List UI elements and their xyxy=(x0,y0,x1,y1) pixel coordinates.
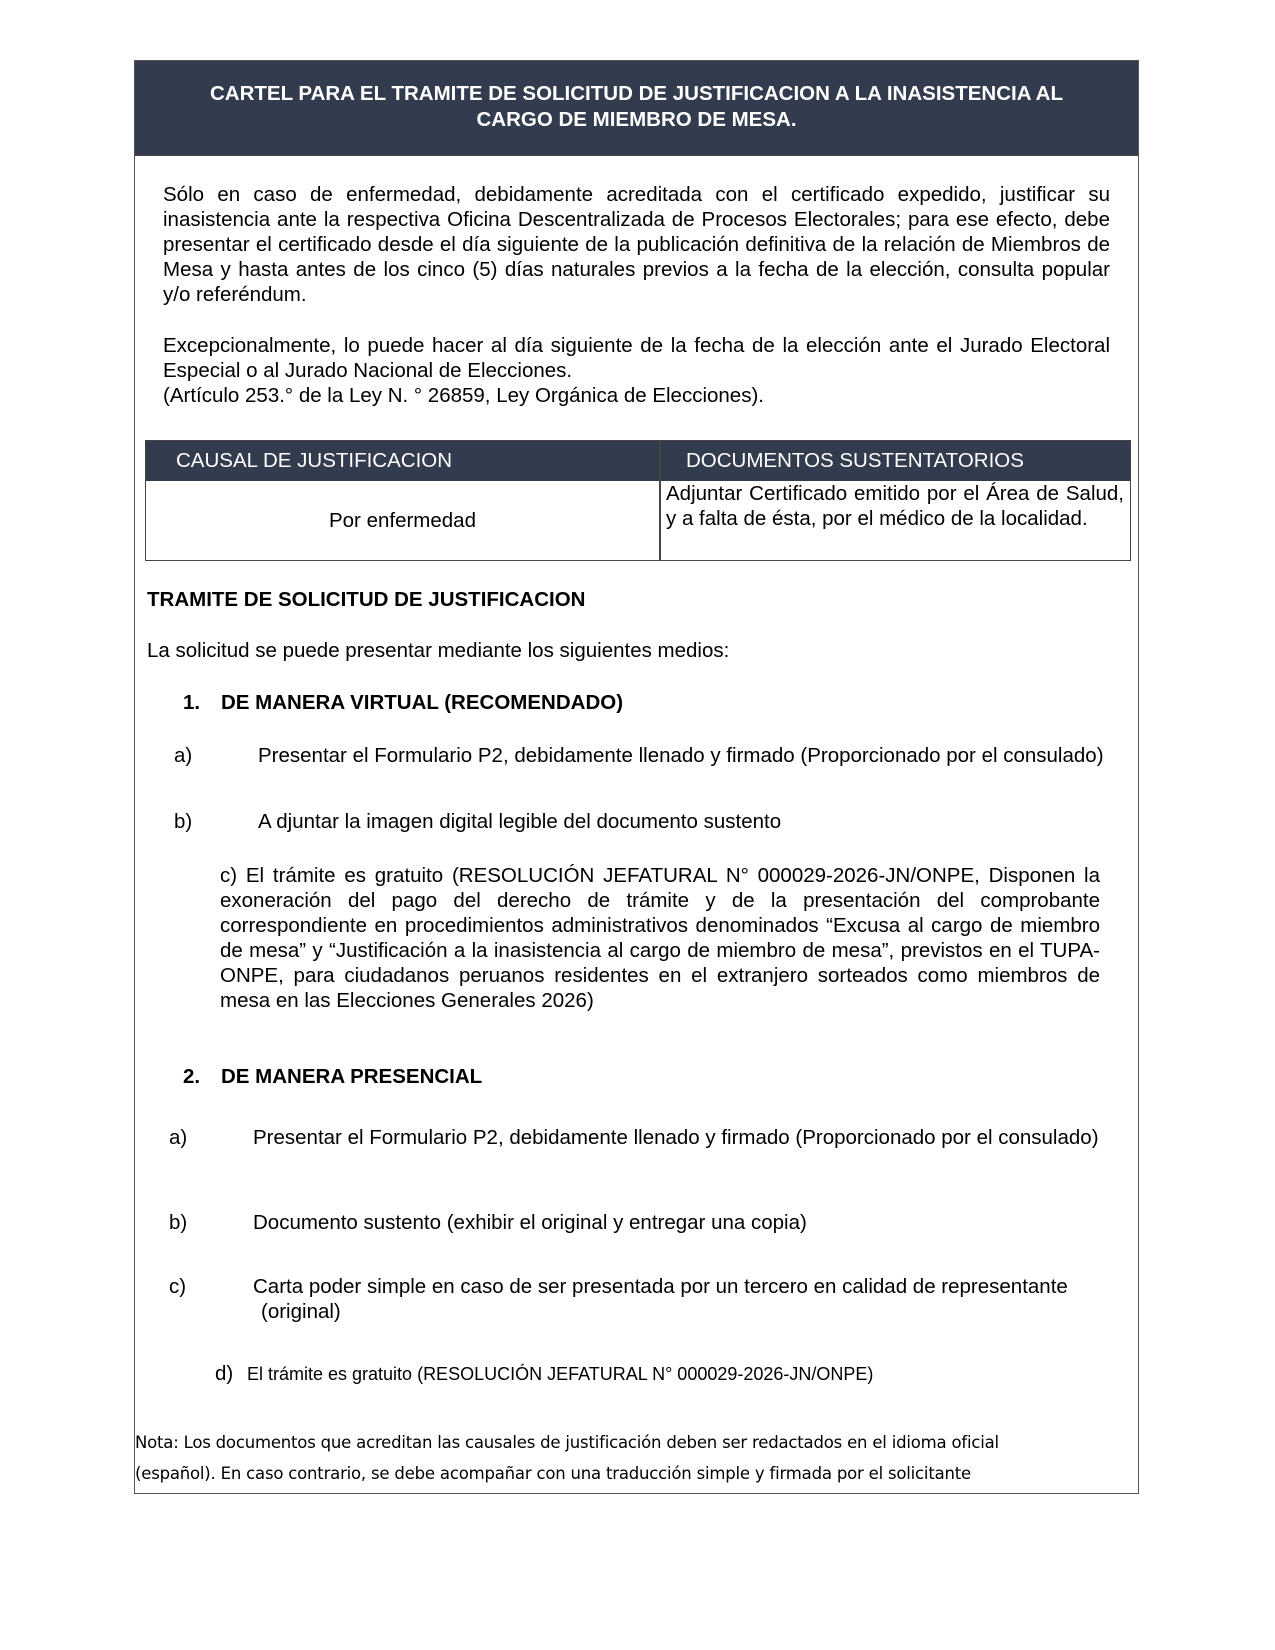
note-line-1: Nota: Los documentos que acreditan las causales de justificación deben ser redactados en el idioma oficial xyxy=(135,1433,999,1452)
table-header-causal: CAUSAL DE JUSTIFICACION xyxy=(176,449,453,472)
list-item-text: Presentar el Formulario P2, debidamente llenado y firmado (Proporcionado por el consulado) xyxy=(258,744,1104,767)
tramite-heading: TRAMITE DE SOLICITUD DE JUSTIFICACION xyxy=(147,588,586,611)
list-marker: c) xyxy=(220,864,238,887)
poster-title-banner xyxy=(135,61,1138,156)
list-item xyxy=(174,743,1146,768)
table-cell-causal: Por enfermedad xyxy=(328,509,476,532)
table-header-documentos: DOCUMENTOS SUSTENTATORIOS xyxy=(686,449,1024,472)
table-header-row xyxy=(146,441,1130,481)
list-marker: a) xyxy=(169,1126,188,1149)
list-marker: b) xyxy=(169,1211,188,1234)
list-item xyxy=(169,1210,1151,1235)
poster-title-line-2: CARGO DE MIEMBRO DE MESA. xyxy=(476,108,797,131)
note-line-2: (español). En caso contrario, se debe acompañar con una traducción simple y firmada por el solicitante xyxy=(135,1464,971,1483)
tramite-intro: La solicitud se puede presentar mediante los siguientes medios: xyxy=(147,639,730,662)
intro-paragraph-1: Sólo en caso de enfermedad, debidamente acreditada con el certificado expedido, justificar su inasistencia ante la respectiva Oficina Descentralizada de Procesos Electorales; para ese efecto, debe presentar el certificado desde el día siguiente de la publicación definitiva de la relación de Miembros de Mesa y hasta antes de los cinco (5) días naturales previos a la fecha de la elección, consulta popular y/o referéndum. xyxy=(163,183,1110,306)
intro-paragraph-2 xyxy=(163,333,1110,408)
section-number: 2. xyxy=(183,1065,201,1088)
list-item-text: A djuntar la imagen digital legible del documento sustento xyxy=(258,810,782,833)
list-item-text: El trámite es gratuito (RESOLUCIÓN JEFATURAL N° 000029-2026-JN/ONPE) xyxy=(247,1364,874,1384)
poster-frame xyxy=(134,60,1139,1494)
list-item-text: El trámite es gratuito (RESOLUCIÓN JEFATURAL N° 000029-2026-JN/ONPE, Disponen la exoneración del pago del derecho de trámite y de la presentación del comprobante correspondiente en procedimientos administrativos denominados “Excusa al cargo de miembro de mesa” y “Justificación a la inasistencia al cargo de miembro de mesa”, previstos en el TUPA-ONPE, para ciudadanos peruanos residentes en el extranjero sorteados como miembros de mesa en las Elecciones Generales 2026) xyxy=(220,864,1100,1012)
table-cell-documentos: Adjuntar Certificado emitido por el Área de Salud, y a falta de ésta, por el médico de la localidad. xyxy=(666,482,1124,530)
poster-title-line-1: CARTEL PARA EL TRAMITE DE SOLICITUD DE JUSTIFICACION A LA INASISTENCIA AL xyxy=(209,82,1064,105)
section-title: DE MANERA VIRTUAL (RECOMENDADO) xyxy=(221,691,624,714)
list-item-text: Carta poder simple en caso de ser presentada por un tercero en calidad de representante (original) xyxy=(253,1275,1068,1323)
section-number: 1. xyxy=(183,691,201,714)
list-item xyxy=(220,863,1100,1013)
section-presencial-heading xyxy=(183,1065,482,1089)
table-column-divider xyxy=(659,441,661,560)
note-text xyxy=(135,1427,1135,1489)
list-item xyxy=(169,1125,1151,1150)
list-item xyxy=(174,809,1146,834)
section-virtual-heading xyxy=(183,691,623,715)
list-item xyxy=(169,1274,1151,1324)
exception-text: Excepcionalmente, lo puede hacer al día siguiente de la fecha de la elección ante el Jurado Electoral Especial o al Jurado Nacional de Elecciones. xyxy=(163,334,1110,382)
list-item-text: Presentar el Formulario P2, debidamente llenado y firmado (Proporcionado por el consulado) xyxy=(253,1126,1099,1149)
legal-reference: (Artículo 253.° de la Ley N. ° 26859, Ley Orgánica de Elecciones). xyxy=(163,384,764,407)
list-marker: d) xyxy=(215,1362,234,1385)
list-marker: a) xyxy=(174,744,193,767)
list-item-text: Documento sustento (exhibir el original y entregar una copia) xyxy=(253,1211,807,1234)
list-item xyxy=(215,1361,1105,1387)
list-marker: b) xyxy=(174,810,193,833)
section-title: DE MANERA PRESENCIAL xyxy=(221,1065,483,1088)
list-marker: c) xyxy=(169,1275,187,1298)
justification-table xyxy=(145,440,1131,561)
